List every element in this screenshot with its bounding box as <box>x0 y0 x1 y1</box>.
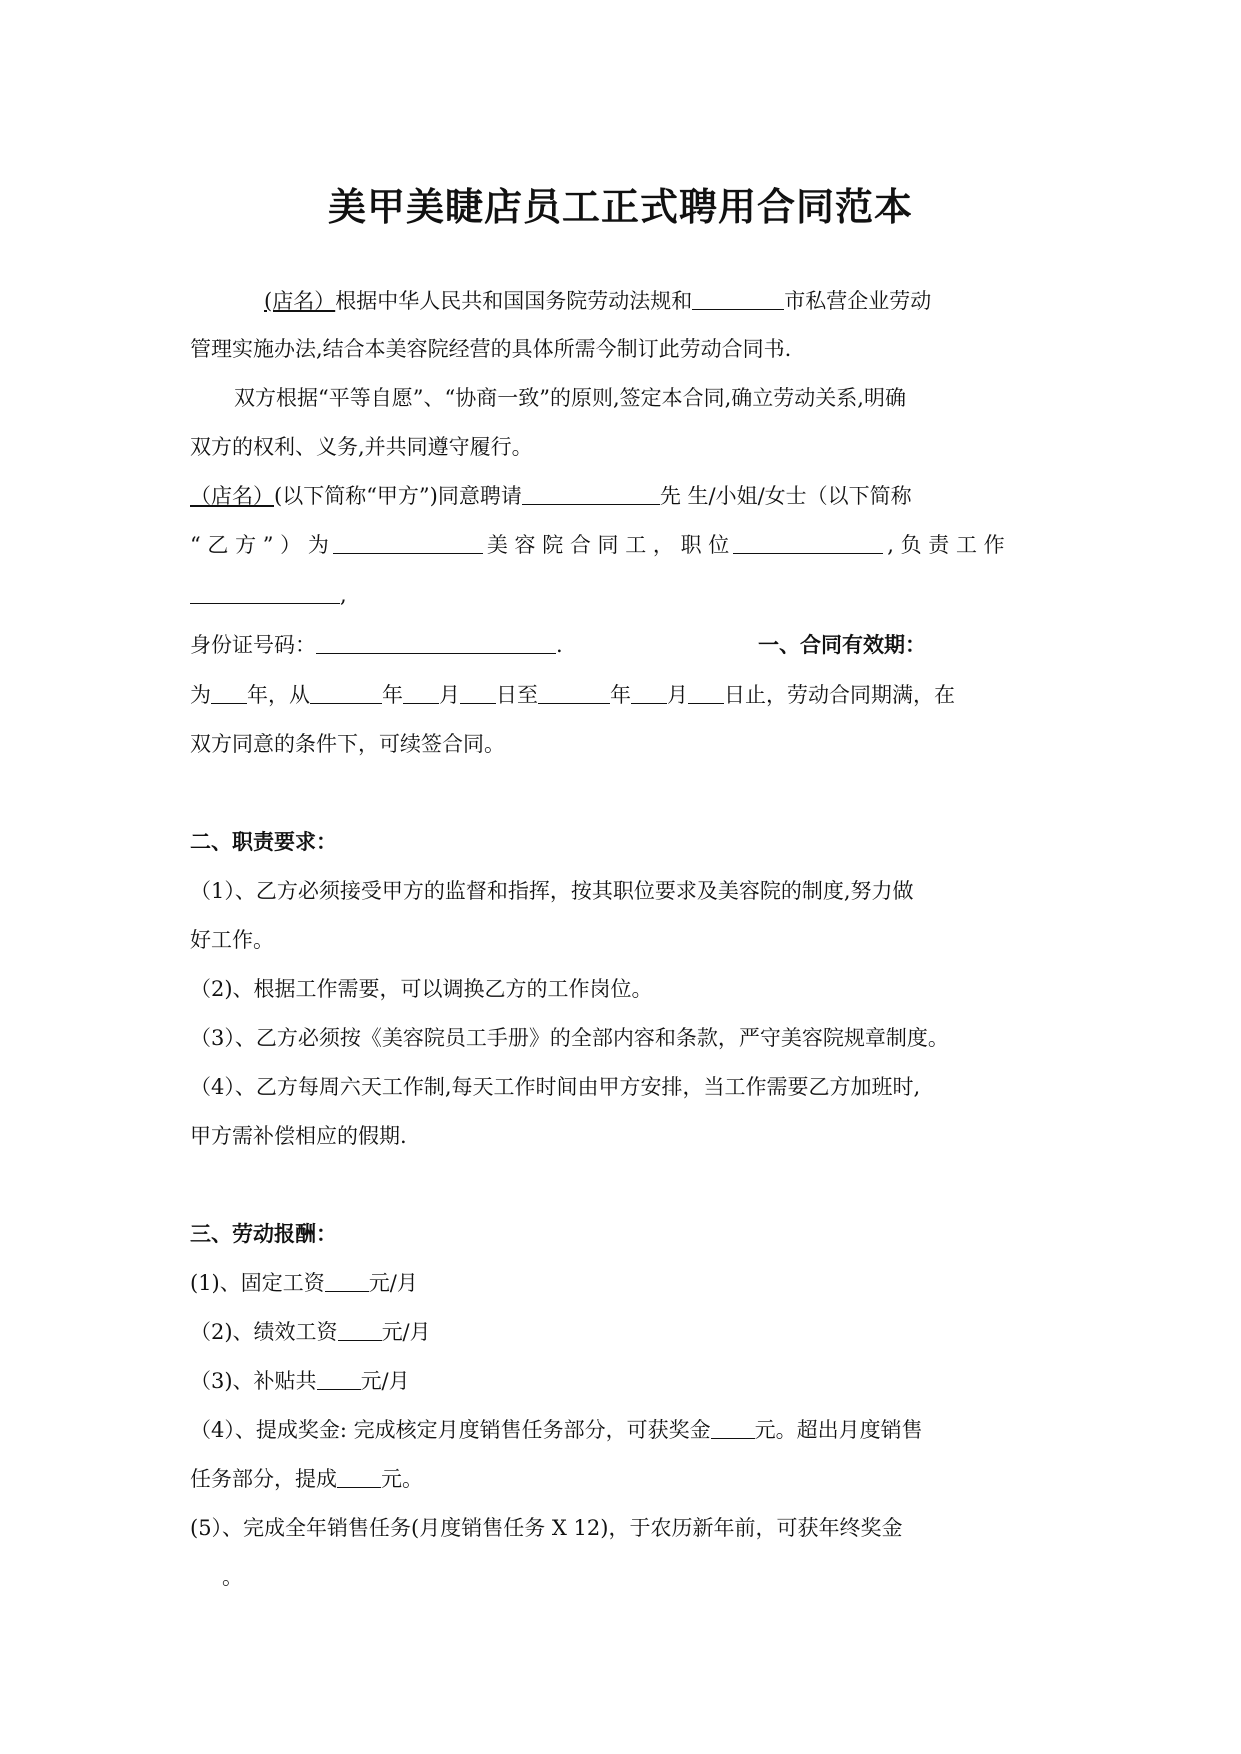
store-blank <box>333 531 483 554</box>
bonus-blank <box>711 1416 755 1439</box>
section-3-heading: 三、劳动报酬： <box>190 1221 337 1246</box>
intro-line-3: 双方根据“平等自愿”、“协商一致”的原则,签定本合同,确立劳动关系,明确 <box>234 386 906 410</box>
intro-line-6: “ 乙 方 ” ） 为 美 容 院 合 同 工 ， 职 位 , 负 责 工 作 <box>190 533 1005 557</box>
section-1-heading: 一、合同有效期： <box>758 632 926 657</box>
subsidy-blank <box>317 1367 361 1390</box>
intro-line-2: 管理实施办法,结合本美容院经营的具体所需今制订此劳动合同书. <box>190 337 792 361</box>
store-name: （店名） <box>190 484 274 508</box>
fixed-salary-blank <box>325 1269 369 1292</box>
city-blank <box>692 287 784 310</box>
pay-item-5-line-2: 。 <box>222 1565 243 1589</box>
store-name: (店名） <box>264 289 336 313</box>
position-blank <box>733 531 883 554</box>
performance-salary-blank <box>338 1318 382 1341</box>
pay-item-3: （3)、补贴共 元/月 <box>190 1369 410 1393</box>
commission-blank <box>337 1465 381 1488</box>
intro-line-1: (店名）根据中华人民共和国国务院劳动法规和 市私营企业劳动 <box>264 289 932 313</box>
intro-line-5: （店名）(以下简称“甲方”)同意聘请 先 生/小姐/女士（以下简称 <box>190 484 912 508</box>
section-2-heading: 二、职责要求： <box>190 829 337 854</box>
duty-item-3: （3）、乙方必须按《美容院员工手册》的全部内容和条款，严守美容院规章制度。 <box>190 1026 949 1050</box>
pay-item-1: (1)、固定工资 元/月 <box>190 1271 418 1295</box>
duty-item-1-line-2: 好工作。 <box>190 928 274 952</box>
id-number-blank <box>316 631 556 654</box>
term-line-2: 双方同意的条件下，可续签合同。 <box>190 732 505 756</box>
id-label: 身份证号码： <box>190 633 316 657</box>
pay-item-5-line-1: (5）、完成全年销售任务(月度销售任务 X 12)，于农历新年前，可获年终奖金 <box>190 1516 903 1540</box>
id-number-line: 身份证号码： . <box>190 633 563 657</box>
duty-item-4-line-2: 甲方需补偿相应的假期. <box>190 1124 407 1148</box>
duty-item-4-line-1: （4）、乙方每周六天工作制,每天工作时间由甲方安排，当工作需要乙方加班时, <box>190 1075 921 1099</box>
duty-item-2: （2)、根据工作需要，可以调换乙方的工作岗位。 <box>190 977 653 1001</box>
pay-item-4-line-2: 任务部分，提成 元。 <box>190 1467 423 1491</box>
intro-line-7: , <box>190 580 1062 610</box>
duty-blank <box>190 581 340 604</box>
duty-item-1-line-1: （1）、乙方必须接受甲方的监督和指挥，按其职位要求及美容院的制度,努力做 <box>190 879 914 903</box>
term-line-1: 为 年，从 年 月 日至 年 月 日止，劳动合同期满，在 <box>190 683 955 707</box>
document-title: 美甲美睫店员工正式聘用合同范本 <box>327 185 913 229</box>
pay-item-2: （2)、绩效工资 元/月 <box>190 1320 431 1344</box>
intro-line-4: 双方的权利、义务,并共同遵守履行。 <box>190 435 533 459</box>
pay-item-4-line-1: （4）、提成奖金: 完成核定月度销售任务部分，可获奖金 元。超出月度销售 <box>190 1418 923 1442</box>
employee-name-blank <box>522 482 660 505</box>
